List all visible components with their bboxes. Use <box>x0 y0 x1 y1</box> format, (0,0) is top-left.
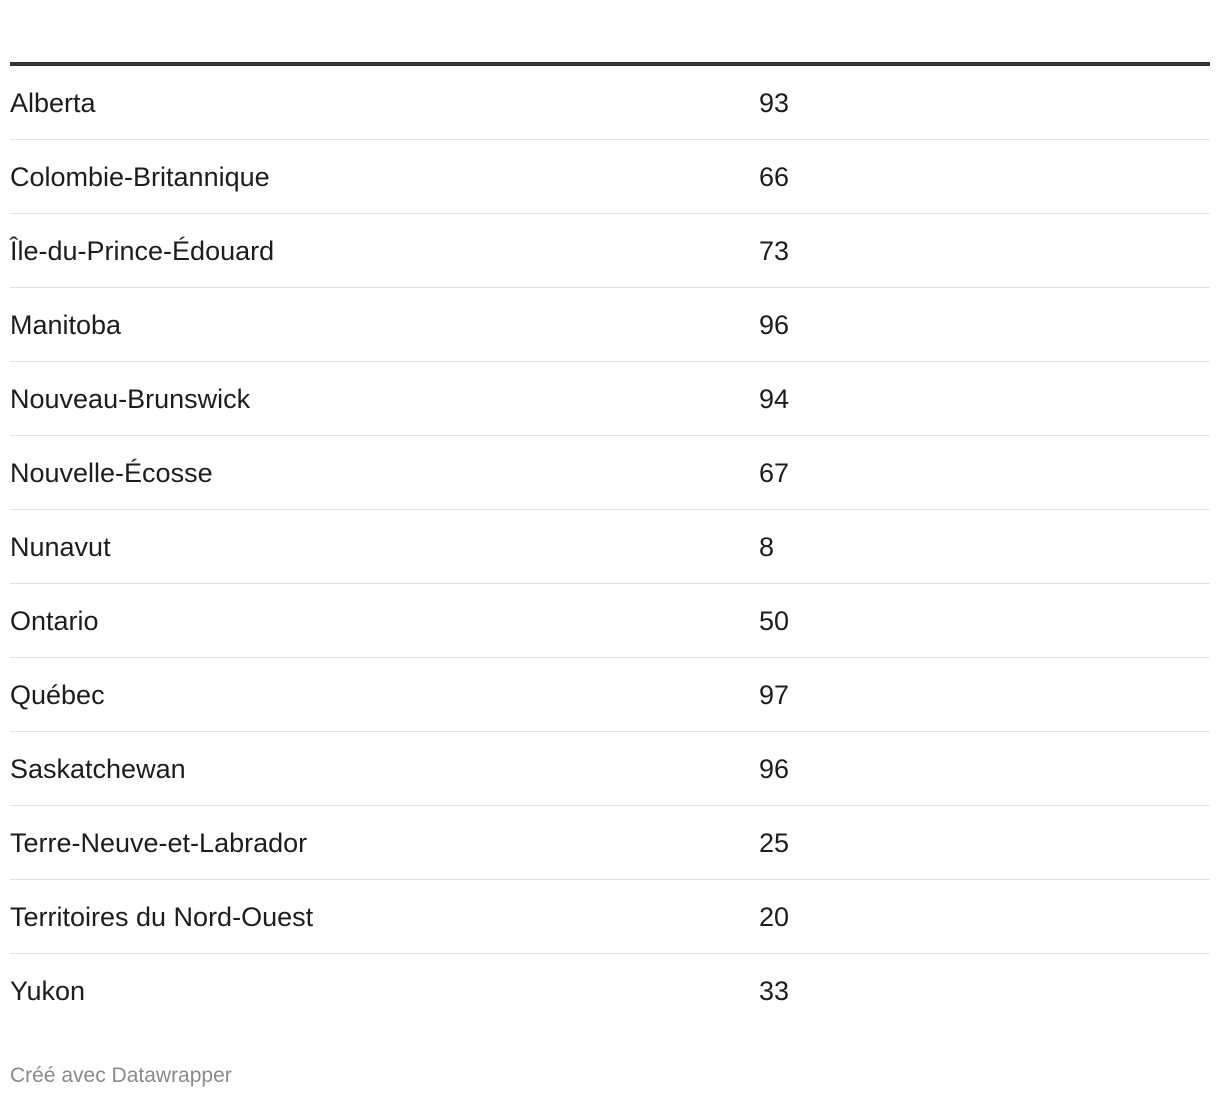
table-row <box>10 140 1210 214</box>
row-value: 8 <box>759 532 775 562</box>
footer-credit: Créé avec Datawrapper <box>10 1064 232 1087</box>
row-value: 94 <box>759 384 790 414</box>
table-row <box>10 66 1210 140</box>
table-row <box>10 954 1210 1028</box>
row-label: Saskatchewan <box>10 754 186 784</box>
table-row <box>10 288 1210 362</box>
row-label: Nouveau-Brunswick <box>10 384 251 414</box>
row-value: 97 <box>759 680 790 710</box>
table-row <box>10 806 1210 880</box>
row-label: Alberta <box>10 88 96 118</box>
data-table <box>10 62 1210 1028</box>
row-value: 25 <box>759 828 790 858</box>
row-label: Nunavut <box>10 532 111 562</box>
row-label: Manitoba <box>10 310 122 340</box>
row-label: Yukon <box>10 976 86 1006</box>
table-row <box>10 362 1210 436</box>
row-label: Île-du-Prince-Édouard <box>10 236 275 266</box>
table-row <box>10 510 1210 584</box>
table-body <box>10 66 1210 1028</box>
table-row <box>10 732 1210 806</box>
row-value: 96 <box>759 310 790 340</box>
row-label: Territoires du Nord-Ouest <box>10 902 314 932</box>
row-value: 73 <box>759 236 790 266</box>
row-value: 50 <box>759 606 790 636</box>
table-row <box>10 880 1210 954</box>
row-label: Colombie-Britannique <box>10 162 270 192</box>
table-row <box>10 214 1210 288</box>
row-label: Terre-Neuve-et-Labrador <box>10 828 308 858</box>
table-row <box>10 584 1210 658</box>
row-value: 20 <box>759 902 790 932</box>
row-value: 96 <box>759 754 790 784</box>
row-label: Québec <box>10 680 105 710</box>
row-value: 66 <box>759 162 790 192</box>
row-label: Nouvelle-Écosse <box>10 458 213 488</box>
table-row <box>10 658 1210 732</box>
table-row <box>10 436 1210 510</box>
row-value: 33 <box>759 976 790 1006</box>
row-value: 67 <box>759 458 790 488</box>
row-value: 93 <box>759 88 790 118</box>
row-label: Ontario <box>10 606 99 636</box>
